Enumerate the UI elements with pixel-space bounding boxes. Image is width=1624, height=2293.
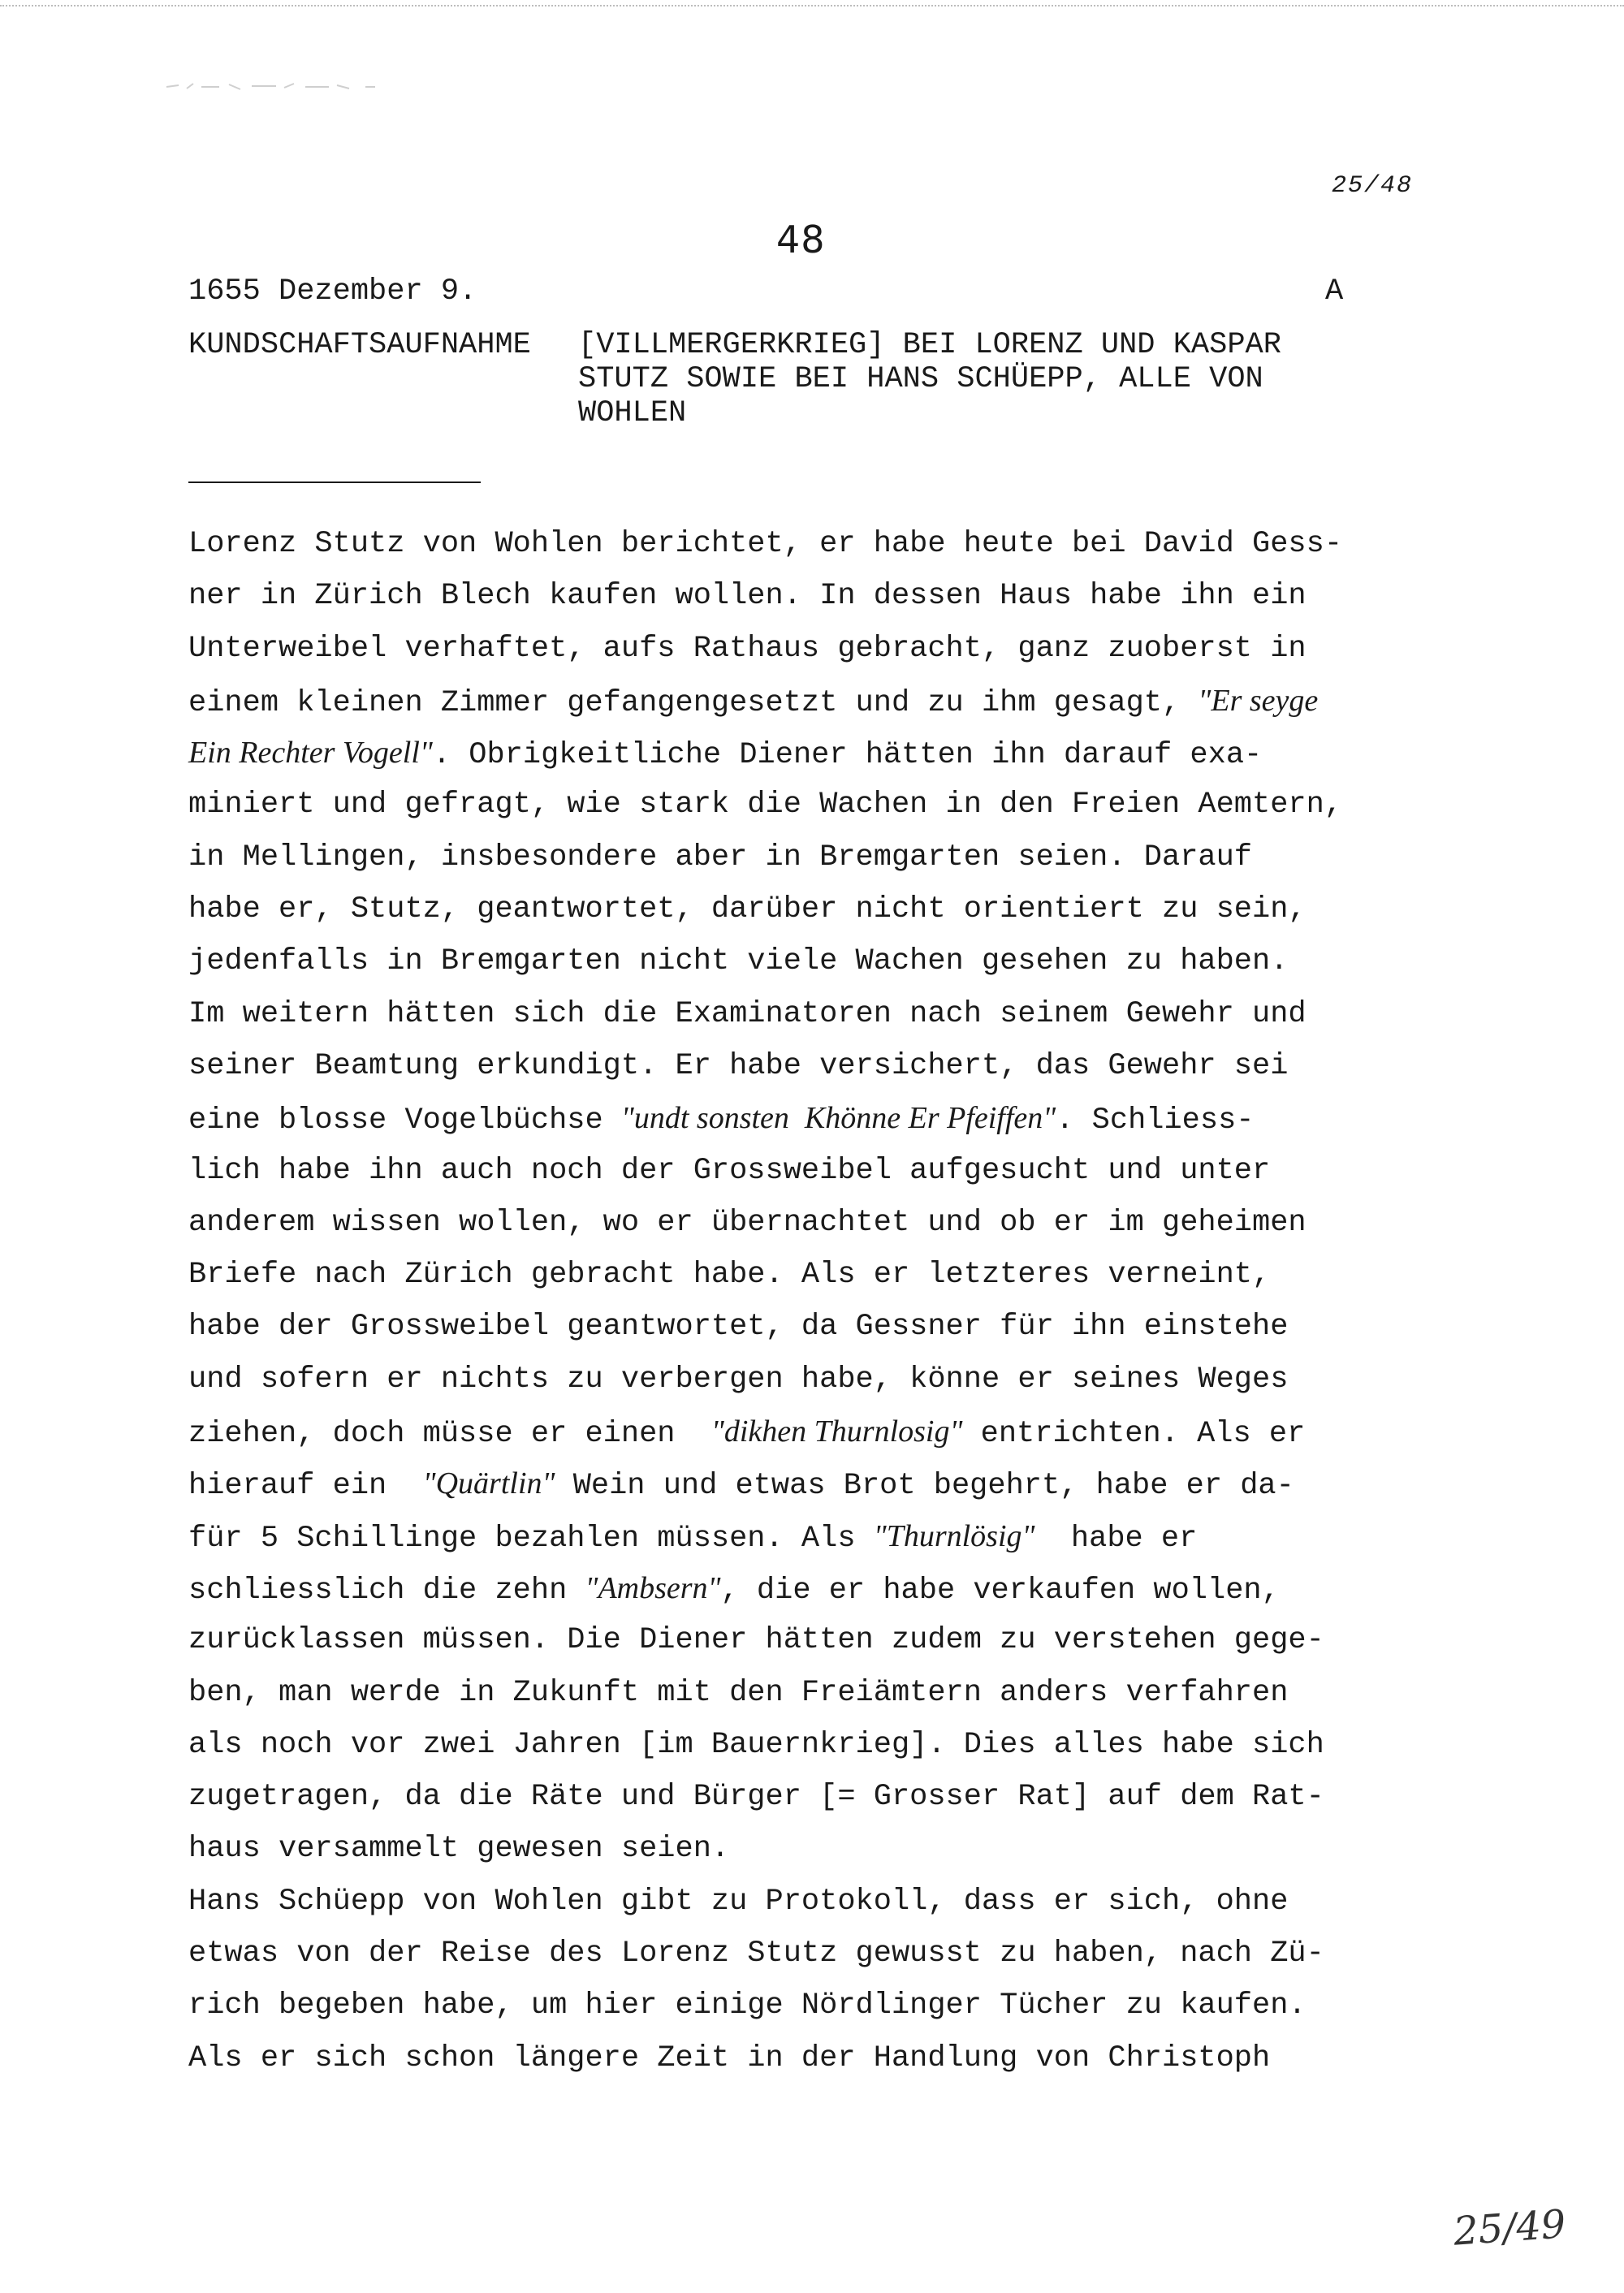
text-run: habe er	[1034, 1521, 1198, 1556]
body-line	[188, 1876, 1455, 1928]
body-line	[188, 883, 1455, 935]
text-run: Als er sich schon längere Zeit in der Handlung von Christoph	[188, 2040, 1271, 2075]
body-line	[188, 779, 1455, 831]
body-line	[188, 1197, 1455, 1249]
body-line	[188, 2032, 1455, 2084]
body-line	[188, 570, 1455, 622]
text-run: anderem wissen wollen, wo er übernachtet und ob er im geheimen	[188, 1205, 1307, 1240]
text-run: lich habe ihn auch noch der Grossweibel aufgesucht und unter	[188, 1153, 1271, 1188]
text-run: habe der Grossweibel geantwortet, da Gessner für ihn einstehe	[188, 1310, 1289, 1345]
text-run: jedenfalls in Bremgarten nicht viele Wachen gesehen zu haben.	[188, 944, 1289, 979]
body-line	[188, 988, 1455, 1040]
archive-reference-top: 25/48	[1332, 172, 1414, 200]
heading-line: WOHLEN	[578, 396, 687, 430]
body-line	[188, 1145, 1455, 1197]
quoted-text: "undt sonsten Khönne Er Pfeiffen"	[620, 1101, 1056, 1136]
document-number: 48	[776, 218, 826, 261]
quoted-text: "Ambsern"	[585, 1570, 721, 1605]
body-line	[188, 1719, 1455, 1771]
handwritten-reference-bottom: 25/49	[1452, 2201, 1568, 2255]
text-run: Im weitern hätten sich die Examinatoren nach seinem Gewehr und	[188, 996, 1307, 1031]
quoted-text: "dikhen Thurnlosig"	[710, 1414, 963, 1449]
text-run: Lorenz Stutz von Wohlen berichtet, er habe heute bei David Gess-	[188, 527, 1343, 561]
body-line	[188, 1301, 1455, 1353]
text-run: seiner Beamtung erkundigt. Er habe versichert, das Gewehr sei	[188, 1048, 1289, 1083]
text-run: haus versammelt gewesen seien.	[188, 1832, 730, 1867]
text-run: Briefe nach Zürich gebracht habe. Als er letzteres verneint,	[188, 1258, 1271, 1293]
text-run: eine blosse Vogelbüchse	[188, 1103, 621, 1138]
quoted-text: "Thurnlösig"	[873, 1518, 1035, 1553]
text-run: zugetragen, da die Räte und Bürger [= Grosser Rat] auf dem Rat-	[188, 1780, 1324, 1815]
quoted-text: "Er seyge	[1198, 683, 1319, 718]
body-line	[188, 518, 1455, 570]
text-run: ner in Zürich Blech kaufen wollen. In dessen Haus habe ihn ein	[188, 579, 1307, 614]
body-line	[188, 1562, 1455, 1614]
body-line	[188, 935, 1455, 987]
quoted-text: Ein Rechter Vogell"	[188, 736, 433, 771]
text-run: , die er habe verkaufen wollen,	[720, 1573, 1280, 1608]
heading-divider	[188, 481, 481, 483]
body-line	[188, 1457, 1455, 1509]
text-run: hierauf ein	[188, 1469, 423, 1504]
scan-noise-marks	[162, 77, 503, 95]
text-run: für 5 Schillinge bezahlen müssen. Als	[188, 1521, 874, 1556]
body-line	[188, 1040, 1455, 1092]
body-line	[188, 1092, 1455, 1144]
text-run: . Obrigkeitliche Diener hätten ihn darauf exa-	[432, 738, 1263, 773]
text-run: in Mellingen, insbesondere aber in Bremgarten seien. Darauf	[188, 840, 1253, 874]
scan-top-edge	[0, 5, 1624, 8]
body-line	[188, 675, 1455, 727]
text-run: habe er, Stutz, geantwortet, darüber nicht orientiert zu sein,	[188, 892, 1307, 927]
document-date: 1655 Dezember 9.	[188, 274, 477, 309]
text-run: Hans Schüepp von Wohlen gibt zu Protokoll, dass er sich, ohne	[188, 1884, 1289, 1919]
text-run: Wein und etwas Brot begehrt, habe er da-	[555, 1469, 1294, 1504]
body-line	[188, 1771, 1455, 1823]
text-run: zurücklassen müssen. Die Diener hätten zudem zu verstehen gege-	[188, 1623, 1324, 1658]
body-line	[188, 623, 1455, 675]
heading-line: [VILLMERGERKRIEG] BEI LORENZ UND KASPAR	[578, 328, 1281, 362]
body-line	[188, 1667, 1455, 1719]
text-run: entrichten. Als er	[962, 1417, 1306, 1452]
text-run: etwas von der Reise des Lorenz Stutz gewusst zu haben, nach Zü-	[188, 1937, 1324, 1971]
text-run: einem kleinen Zimmer gefangengesetzt und zu ihm gesagt,	[188, 685, 1199, 720]
body-line	[188, 1510, 1455, 1562]
body-line	[188, 1249, 1455, 1301]
body-line	[188, 1354, 1455, 1406]
body-line	[188, 1928, 1455, 1980]
text-run: als noch vor zwei Jahren [im Bauernkrieg]. Dies alles habe sich	[188, 1727, 1324, 1762]
body-line	[188, 1823, 1455, 1875]
text-run: schliesslich die zehn	[188, 1573, 585, 1608]
document-letter: A	[1325, 274, 1344, 309]
body-line	[188, 1614, 1455, 1666]
text-run: ben, man werde in Zukunft mit den Freiämtern anders verfahren	[188, 1675, 1289, 1710]
heading-label: KUNDSCHAFTSAUFNAHME	[188, 328, 531, 362]
text-run: Unterweibel verhaftet, aufs Rathaus gebracht, ganz zuoberst in	[188, 631, 1307, 666]
body-line	[188, 1980, 1455, 2032]
body-line	[188, 727, 1455, 779]
body-line	[188, 1406, 1455, 1457]
text-run: miniert und gefragt, wie stark die Wachen in den Freien Aemtern,	[188, 788, 1343, 823]
quoted-text: "Quärtlin"	[422, 1466, 555, 1501]
body-line	[188, 831, 1455, 883]
body-text	[188, 518, 1455, 2084]
text-run: . Schliess-	[1056, 1103, 1255, 1138]
heading-line: STUTZ SOWIE BEI HANS SCHÜEPP, ALLE VON	[578, 362, 1263, 396]
heading-title	[578, 328, 1390, 430]
text-run: rich begeben habe, um hier einige Nördlinger Tücher zu kaufen.	[188, 1989, 1307, 2023]
text-run: ziehen, doch müsse er einen	[188, 1417, 711, 1452]
text-run: und sofern er nichts zu verbergen habe, könne er seines Weges	[188, 1362, 1289, 1397]
